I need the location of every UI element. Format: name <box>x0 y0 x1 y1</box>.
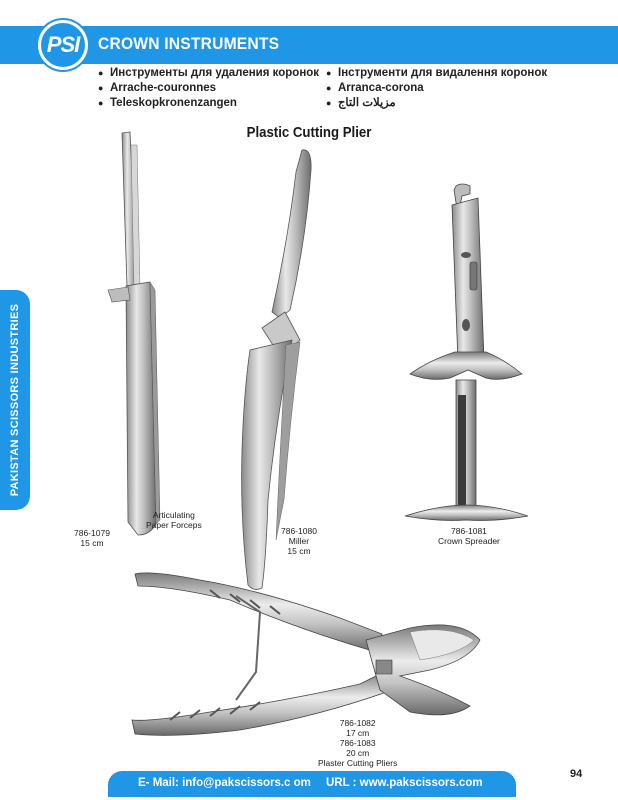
crown-spreader-image <box>405 184 528 521</box>
item-caption-miller <box>281 526 317 556</box>
item-caption-plaster-pliers <box>318 718 397 768</box>
section-title: Plastic Cutting Plier <box>246 124 372 141</box>
side-tab-label: PAKISTAN SCISSORS INDUSTRIES <box>9 303 21 497</box>
caption-line: Articulating <box>152 510 195 520</box>
articulating-paper-forceps-image <box>108 132 160 535</box>
caption-line: Plaster Cutting Pliers <box>318 758 398 768</box>
caption-line: 786-1079 <box>74 528 110 538</box>
caption-line: 17 cm <box>346 728 370 738</box>
caption-line: 15 cm <box>80 538 104 548</box>
caption-line: 20 cm <box>346 748 370 758</box>
item-name-articulating <box>146 510 202 530</box>
plaster-cutting-pliers-image <box>132 573 480 735</box>
caption-line: Miller <box>288 536 310 546</box>
translation-item: ● Arranca-corona <box>326 81 547 96</box>
caption-line: 786-1083 <box>339 738 376 748</box>
logo-text: PSI <box>46 32 80 57</box>
footer-email[interactable]: E- Mail: info@pakscissors.c om <box>138 777 311 789</box>
translation-item: ● Инструменты для удаления коронок <box>98 66 319 81</box>
caption-line: 15 cm <box>287 546 311 556</box>
page-number: 94 <box>570 768 583 780</box>
caption-line: Crown Spreader <box>438 536 500 546</box>
footer-url[interactable]: URL : www.pakscissors.com <box>326 777 483 789</box>
item-caption-crown-spreader <box>438 526 500 546</box>
caption-line: 786-1082 <box>339 718 376 728</box>
translation-item: ● Інструменти для видалення коронок <box>326 66 547 81</box>
page-title: CROWN INSTRUMENTS <box>98 34 280 53</box>
miller-forceps-image <box>242 150 311 590</box>
translation-item: ● Arrache-couronnes <box>98 81 319 96</box>
translation-item: ● Teleskopkronenzangen <box>98 96 319 111</box>
caption-line: 786-1080 <box>281 526 317 536</box>
caption-line: 786-1081 <box>450 526 487 536</box>
translation-item: ● مزيلات التاج <box>326 96 547 111</box>
item-code-articulating <box>74 528 110 548</box>
caption-line: Paper Forceps <box>146 520 202 530</box>
